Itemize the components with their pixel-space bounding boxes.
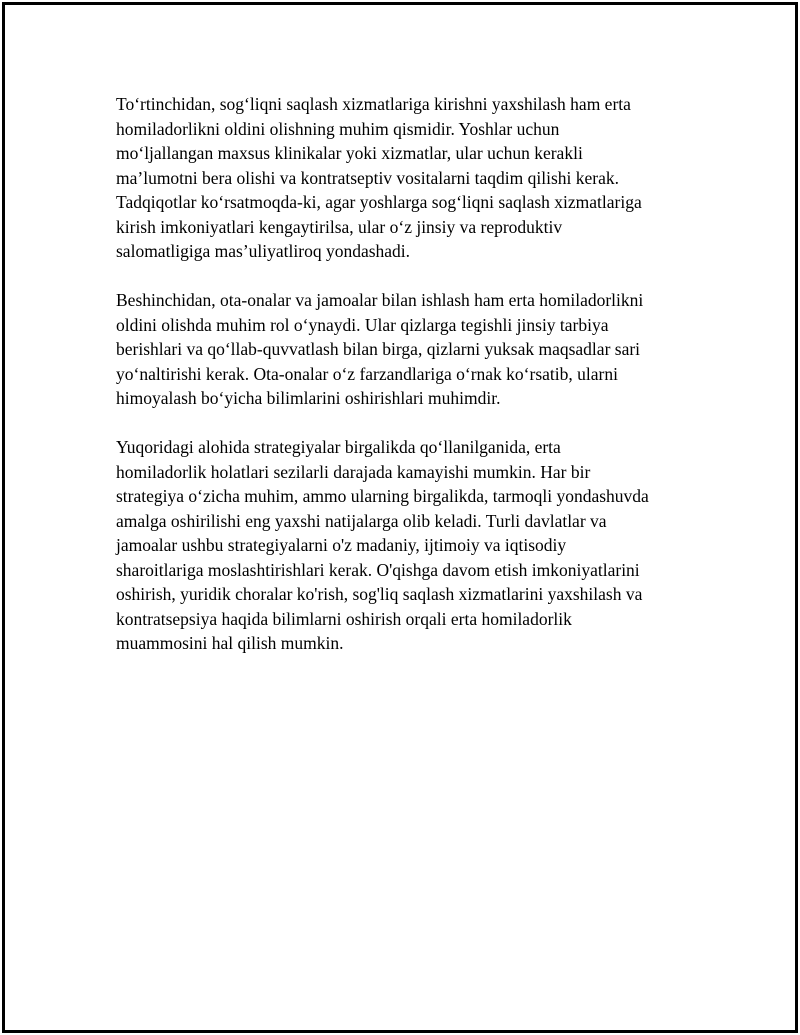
text-line: sharoitlariga moslashtirishlari kerak. O'qishga davom etish imkoniyatlarini: [116, 559, 640, 580]
text-line: mo‘ljallangan maxsus klinikalar yoki xizmatlar, ular uchun kerakli: [116, 143, 583, 163]
text-line: oshirish, yuridik choralar ko'rish, sog'liq saqlash xizmatlarini yaxshilash va: [116, 584, 643, 604]
text-line: muammosini hal qilish mumkin.: [116, 633, 344, 653]
paragraph-2: [116, 288, 696, 411]
text-line: homiladorlik holatlari sezilarli darajada kamayishi mumkin. Har bir: [116, 461, 591, 482]
text-line: himoyalash bo‘yicha bilimlarini oshirishlari muhimdir.: [116, 388, 501, 408]
text-line: homiladorlikni oldini olishning muhim qismidir. Yoshlar uchun: [116, 118, 560, 139]
text-line: strategiya o‘zicha muhim, ammo ularning birgalikda, tarmoqli yondashuvda: [116, 486, 649, 506]
text-line: jamoalar ushbu strategiyalarni o'z madaniy, ijtimoiy va iqtisodiy: [116, 535, 567, 555]
text-line: oldini olishda muhim rol o‘ynaydi. Ular qizlarga tegishli jinsiy tarbiya: [116, 314, 609, 335]
paragraph-1: [116, 92, 696, 264]
text-line: Beshinchidan, ota-onalar va jamoalar bilan ishlash ham erta homiladorlikni: [116, 290, 644, 310]
text-line: Yuqoridagi alohida strategiyalar birgalikda qo‘llanilganida, erta: [116, 437, 561, 457]
text-line: berishlari va qo‘llab-quvvatlash bilan birga, qizlarni yuksak maqsadlar sari: [116, 339, 641, 359]
text-line: ma’lumotni bera olishi va kontratseptiv vositalarni taqdim qilishi kerak.: [116, 167, 620, 188]
text-line: yo‘naltirishi kerak. Ota-onalar o‘z farzandlariga o‘rnak ko‘rsatib, ularni: [116, 363, 618, 384]
text-line: amalga oshirilishi eng yaxshi natijalarga olib keladi. Turli davlatlar va: [116, 510, 607, 531]
paragraph-3: [116, 435, 696, 656]
text-line: salomatligiga mas’uliyatliroq yondashadi.: [116, 241, 411, 261]
text-line: kirish imkoniyatlari kengaytirilsa, ular o‘z jinsiy va reproduktiv: [116, 216, 563, 237]
text-line: kontratsepsiya haqida bilimlarni oshirish orqali erta homiladorlik: [116, 608, 572, 629]
document-body: [116, 92, 696, 680]
text-line: Tadqiqotlar ko‘rsatmoqda-ki, agar yoshlarga sog‘liqni saqlash xizmatlariga: [116, 192, 642, 212]
text-line: To‘rtinchidan, sog‘liqni saqlash xizmatlariga kirishni yaxshilash ham erta: [116, 94, 631, 114]
